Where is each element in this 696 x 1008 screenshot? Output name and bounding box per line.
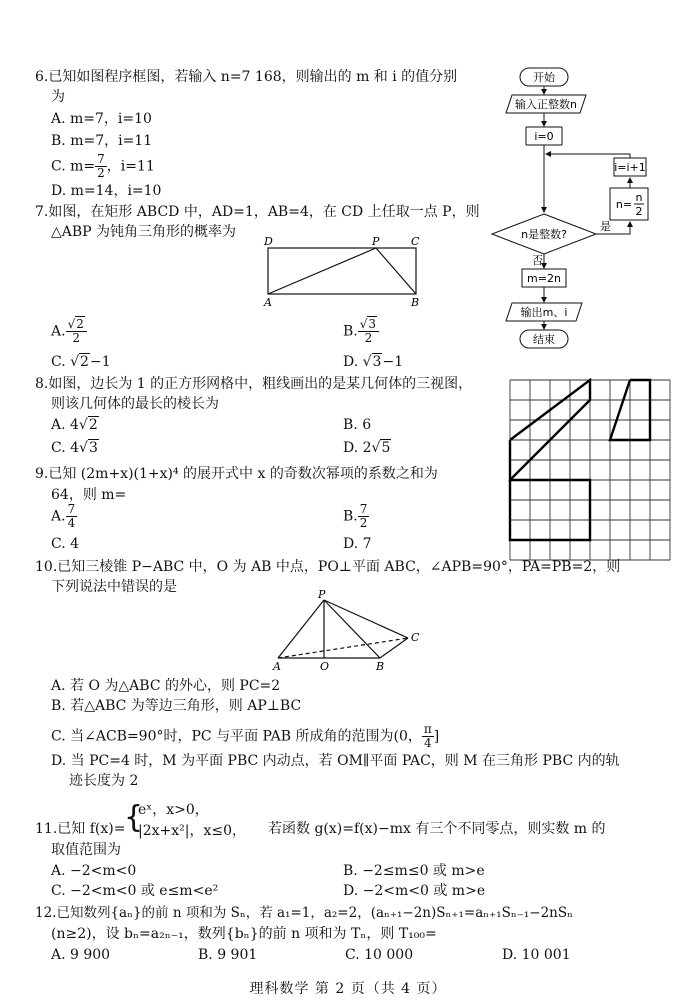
fraction-numerator: √2 — [66, 318, 87, 332]
q8-three-view-grid — [508, 378, 676, 576]
q8-option-a — [51, 416, 99, 434]
flow-increment-text: i=i+1 — [614, 161, 646, 174]
q6-option-b: B. m=7，i=11 — [51, 133, 153, 149]
q10-option-d-line2: 迹长度为 2 — [69, 773, 139, 789]
q7-option-d-suffix: −1 — [382, 354, 404, 370]
q11-stem-suffix: 若函数 g(x)=f(x)−mx 有三个不同零点，则实数 m 的 — [268, 821, 606, 837]
q8-option-c — [51, 439, 99, 457]
radicand: 5 — [381, 440, 391, 456]
q11-option-c: C. −2<m<0 或 e≤m<e² — [51, 883, 219, 899]
q12-option-c: C. 10 000 — [345, 947, 414, 963]
q7-label-a: A — [264, 296, 272, 308]
fraction-denominator: 2 — [359, 516, 368, 530]
q7-option-b — [343, 318, 379, 345]
q9-stem-line1: 9.已知 (2m+x)(1+x)⁴ 的展开式中 x 的奇数次幂项的系数之和为 — [35, 466, 438, 482]
flow-compute-text: m=2n — [527, 272, 561, 285]
q10-option-a: A. 若 O 为△ABC 的外心，则 PC=2 — [51, 678, 281, 694]
radicand: 2 — [76, 317, 84, 331]
q9-option-c: C. 4 — [51, 536, 80, 552]
fraction-numerator: 7 — [67, 502, 76, 516]
q8-stem-line1: 8.如图，边长为 1 的正方形网格中，粗线画出的是某几何体的三视图， — [35, 376, 473, 392]
q7-option-c — [51, 353, 111, 371]
flow-no-label: 否 — [532, 254, 543, 267]
q8-stem-line2: 则该几何体的最长的棱长为 — [51, 396, 219, 412]
q9-option-a-fraction — [66, 503, 78, 530]
q10-label-p: P — [318, 588, 326, 601]
q9-option-a-prefix: A. — [51, 508, 66, 525]
q7-option-c-prefix: C. √ — [51, 354, 80, 370]
q10-option-c — [51, 723, 439, 750]
flow-output-text: 输出m、i — [520, 306, 568, 319]
flow-halve-lhs: n= — [615, 198, 633, 211]
q7-option-d-prefix: D. √ — [343, 354, 372, 370]
q10-option-d-line1: D. 当 PC=4 时，M 为平面 PBC 内动点，若 OM∥平面 PAC，则 M 在三角形 PBC 内的轨 — [51, 753, 620, 769]
q10-tetrahedron-figure — [268, 588, 438, 672]
q6-option-d: D. m=14，i=10 — [51, 183, 162, 199]
q10-label-o: O — [320, 660, 330, 672]
q12-stem-line2: (n≥2)，设 bₙ=a₂ₙ₋₁，数列{bₙ}的前 n 项和为 Tₙ，则 T₁₀₀= — [51, 926, 437, 942]
q9-option-a — [51, 503, 77, 530]
q7-stem-line1: 7.如图，在矩形 ABCD 中，AD=1，AB=4，在 CD 上任取一点 P，则 — [35, 204, 480, 220]
q11-option-b: B. −2≤m≤0 或 m>e — [343, 863, 485, 879]
q9-option-b-fraction — [358, 503, 370, 530]
q10-option-b: B. 若△ABC 为等边三角形，则 AP⊥BC — [51, 698, 302, 714]
q8-option-b: B. 6 — [343, 417, 372, 433]
radicand: 3 — [372, 354, 382, 370]
fraction-denominator: 2 — [97, 166, 105, 180]
q9-option-d: D. 7 — [343, 536, 372, 552]
q6-option-c-suffix: ，i=11 — [106, 158, 155, 175]
q10-label-b: B — [376, 660, 385, 672]
q10-option-c-prefix: C. 当∠ACB=90°时，PC 与平面 PAB 所成角的范围为 — [51, 728, 394, 745]
program-flowchart — [490, 62, 650, 352]
q12-option-a: A. 9 900 — [51, 947, 111, 963]
flow-halve-num: n — [635, 191, 643, 204]
q10-stem-line1: 10.已知三棱锥 P−ABC 中，O 为 AB 中点，PO⊥平面 ABC，∠APB=90°，PA=PB=2，则 — [35, 559, 621, 575]
q6-option-a: A. m=7，i=10 — [51, 111, 152, 127]
interval-close: ] — [433, 728, 440, 745]
q8-option-d-prefix: D. 2√ — [343, 440, 381, 456]
q8-option-c-prefix: C. 4√ — [51, 440, 88, 456]
fraction-denominator: 4 — [424, 736, 432, 750]
q7-option-b-prefix: B. — [343, 323, 358, 340]
fraction-numerator: 7 — [97, 152, 105, 166]
q7-option-a-fraction — [66, 318, 87, 345]
flow-decision-text: n是整数? — [521, 228, 567, 241]
flow-yes-label: 是 — [600, 220, 611, 233]
radicand: 2 — [88, 417, 98, 433]
q7-option-a — [51, 318, 87, 345]
q7-label-d: D — [264, 235, 273, 248]
radicand: 3 — [368, 317, 377, 331]
flow-halve-den: 2 — [635, 205, 643, 218]
q11-piecewise-brace: { — [124, 800, 144, 835]
q10-label-c: C — [411, 631, 420, 644]
fraction-numerator: π — [423, 722, 432, 736]
q11-stem-line2: 取值范围为 — [51, 842, 121, 858]
q8-option-a-prefix: A. 4√ — [51, 417, 88, 433]
q12-option-b: B. 9 901 — [198, 947, 258, 963]
q9-option-b — [343, 503, 369, 530]
q11-option-a: A. −2<m<0 — [51, 863, 137, 879]
fraction-numerator: √3 — [358, 318, 379, 332]
q9-option-b-prefix: B. — [343, 508, 358, 525]
flow-input-text: 输入正整数n — [515, 98, 577, 111]
fraction-denominator: 2 — [364, 331, 373, 345]
q6-option-c-prefix: C. m= — [51, 158, 96, 175]
flow-start-text: 开始 — [533, 71, 555, 84]
q9-stem-line2: 64，则 m= — [51, 487, 127, 503]
radicand: 3 — [88, 440, 98, 456]
fraction-denominator: 4 — [67, 516, 76, 530]
q10-option-c-fraction — [422, 723, 434, 750]
flow-init-text: i=0 — [534, 130, 554, 143]
q6-option-c-fraction — [95, 153, 107, 180]
q10-stem-line2: 下列说法中错误的是 — [51, 579, 177, 595]
q7-rectangle-figure — [258, 234, 430, 308]
q8-option-d — [343, 439, 391, 457]
interval-open: (0， — [393, 728, 422, 745]
flow-end-text: 结束 — [533, 333, 555, 346]
q6-stem-line2: 为 — [51, 89, 65, 105]
q6-stem-line1: 6.已知如图程序框图，若输入 n=7 168，则输出的 m 和 i 的值分别 — [35, 69, 458, 85]
q7-label-p: P — [372, 235, 380, 248]
q6-option-c — [51, 153, 155, 180]
fraction-denominator: 2 — [72, 331, 81, 345]
radicand: 2 — [80, 354, 89, 370]
q7-option-c-suffix: −1 — [89, 354, 111, 370]
page-footer: 理科数学 第 2 页（共 4 页） — [249, 981, 447, 997]
q7-option-a-prefix: A. — [51, 323, 66, 340]
q10-label-a: A — [273, 660, 281, 672]
q7-label-b: B — [411, 296, 420, 308]
q11-stem-prefix: 11.已知 f(x)= — [35, 821, 126, 837]
q7-option-d — [343, 353, 403, 371]
q7-label-c: C — [411, 235, 420, 248]
q12-option-d: D. 10 001 — [502, 947, 571, 963]
q12-stem-line1: 12.已知数列{aₙ}的前 n 项和为 Sₙ，若 a₁=1，a₂=2，(aₙ₊₁−2n)Sₙ₊₁=aₙ₊₁Sₙ₋₁−2nSₙ — [35, 905, 573, 921]
q7-option-b-fraction — [358, 318, 379, 345]
q7-stem-line2: △ABP 为钝角三角形的概率为 — [51, 224, 237, 240]
fraction-numerator: 7 — [359, 502, 368, 516]
q11-case1: eˣ，x>0， — [138, 802, 209, 818]
q11-case2: |2x+x²|，x≤0， — [138, 823, 247, 839]
q11-option-d: D. −2<m<0 或 m>e — [343, 883, 486, 899]
